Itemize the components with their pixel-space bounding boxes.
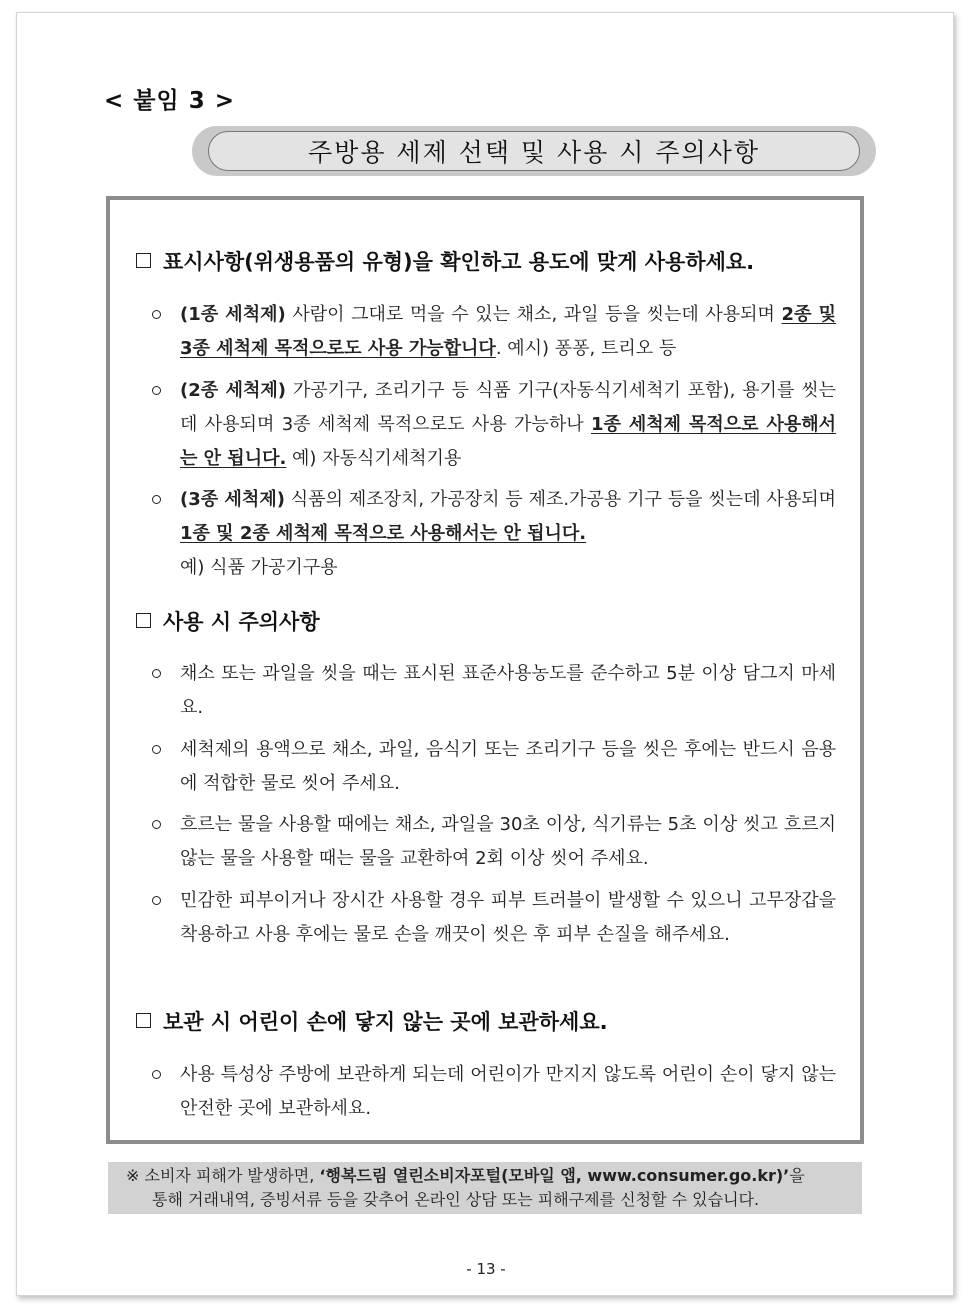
item-text: 채소 또는 과일을 씻을 때는 표시된 표준사용농도를 준수하고 5분 이상 담그지 마세요.: [180, 663, 836, 718]
item-text: 식품의 제조장치, 가공장치 등 제조.가공용 기구 등을 씻는데 사용되며: [284, 489, 836, 510]
reference-mark-icon: ※: [126, 1166, 140, 1185]
list-item: [152, 1058, 836, 1126]
item-bold-label: (3종 세척제): [180, 489, 285, 510]
page-title: 주방용 세제 선택 및 사용 시 주의사항: [308, 138, 760, 167]
circle-bullet-icon: [152, 1070, 161, 1079]
section-heading-labeling: [136, 246, 754, 276]
section-heading-caution: [136, 606, 320, 636]
item-underline-text: 2종 및 3종 세척제 목적으로도 사용 가능합니다: [180, 304, 836, 359]
checkbox-square-icon: [136, 1013, 151, 1028]
circle-bullet-icon: [152, 745, 161, 754]
section-heading-text: 표시사항(위생용품의 유형)을 확인하고 용도에 맞게 사용하세요.: [163, 250, 755, 274]
item-text: 세척제의 용액으로 채소, 과일, 음식기 또는 조리기구 등을 씻은 후에는 반드시 음용에 적합한 물로 씻어 주세요.: [180, 739, 836, 794]
list-item: [152, 483, 836, 585]
circle-bullet-icon: [152, 386, 161, 395]
item-bold-label: (1종 세척제): [180, 304, 286, 325]
circle-bullet-icon: [152, 310, 161, 319]
circle-bullet-icon: [152, 669, 161, 678]
page-number: - 13 -: [466, 1260, 506, 1278]
consumer-portal-name: ‘행복드림 열린소비자포털(모바일 앱, www.consumer.go.kr)’: [319, 1166, 790, 1185]
footnote-text: 소비자 피해가 발생하면,: [139, 1166, 320, 1185]
footnote-line-2: 통해 거래내역, 증빙서류 등을 갖추어 온라인 상담 또는 피해구제를 신청할 수 있습니다.: [152, 1190, 760, 1209]
section-heading-storage: [136, 1006, 608, 1036]
title-banner: [192, 126, 876, 176]
title-banner-inner: [208, 131, 860, 171]
item-text: 예) 자동식기세척기용: [286, 448, 462, 469]
list-item: [152, 733, 836, 801]
footnote-text: 을: [789, 1166, 805, 1185]
item-text: 사람이 그대로 먹을 수 있는 채소, 과일 등을 씻는데 사용되며: [285, 304, 782, 325]
item-bold-label: (2종 세척제): [180, 380, 286, 401]
content-box: [106, 196, 864, 1144]
item-underline-text: 1종 세척제 목적으로 사용해서는 안 됩니다.: [180, 414, 837, 469]
section-heading-text: 사용 시 주의사항: [163, 610, 320, 634]
list-item: [152, 657, 836, 725]
item-text: 사용 특성상 주방에 보관하게 되는데 어린이가 만지지 않도록 어린이 손이 닿지 않는 안전한 곳에 보관하세요.: [180, 1064, 836, 1119]
list-item: [152, 884, 836, 952]
circle-bullet-icon: [152, 896, 161, 905]
item-text: 가공기구, 조리기구 등 식품 기구(자동식기세척기 포함), 용기를 씻는데 사용되며 3종 세척제 목적으로도 사용 가능하나: [180, 380, 836, 435]
list-item: [152, 298, 836, 366]
section-heading-text: 보관 시 어린이 손에 닿지 않는 곳에 보관하세요.: [163, 1010, 608, 1034]
item-text: 흐르는 물을 사용할 때에는 채소, 과일을 30초 이상, 식기류는 5초 이상 씻고 흐르지 않는 물을 사용할 때는 물을 교환하여 2회 이상 씻어 주세요.: [180, 814, 836, 869]
list-item: [152, 808, 836, 876]
circle-bullet-icon: [152, 820, 161, 829]
attachment-label: < 붙임 3 >: [104, 88, 236, 114]
checkbox-square-icon: [136, 613, 151, 628]
item-text: . 예시) 퐁퐁, 트리오 등: [495, 338, 677, 359]
list-item: [152, 374, 836, 476]
footnote-line-1: [126, 1164, 850, 1188]
circle-bullet-icon: [152, 495, 161, 504]
checkbox-square-icon: [136, 253, 151, 268]
item-underline-text: 1종 및 2종 세척제 목적으로 사용해서는 안 됩니다.: [180, 523, 587, 544]
item-text: 예) 식품 가공기구용: [180, 557, 338, 578]
consumer-portal-footnote: [108, 1162, 862, 1214]
item-text: 민감한 피부이거나 장시간 사용할 경우 피부 트러블이 발생할 수 있으니 고무장갑을 착용하고 사용 후에는 물로 손을 깨끗이 씻은 후 피부 손질을 해주세요.: [180, 890, 836, 945]
